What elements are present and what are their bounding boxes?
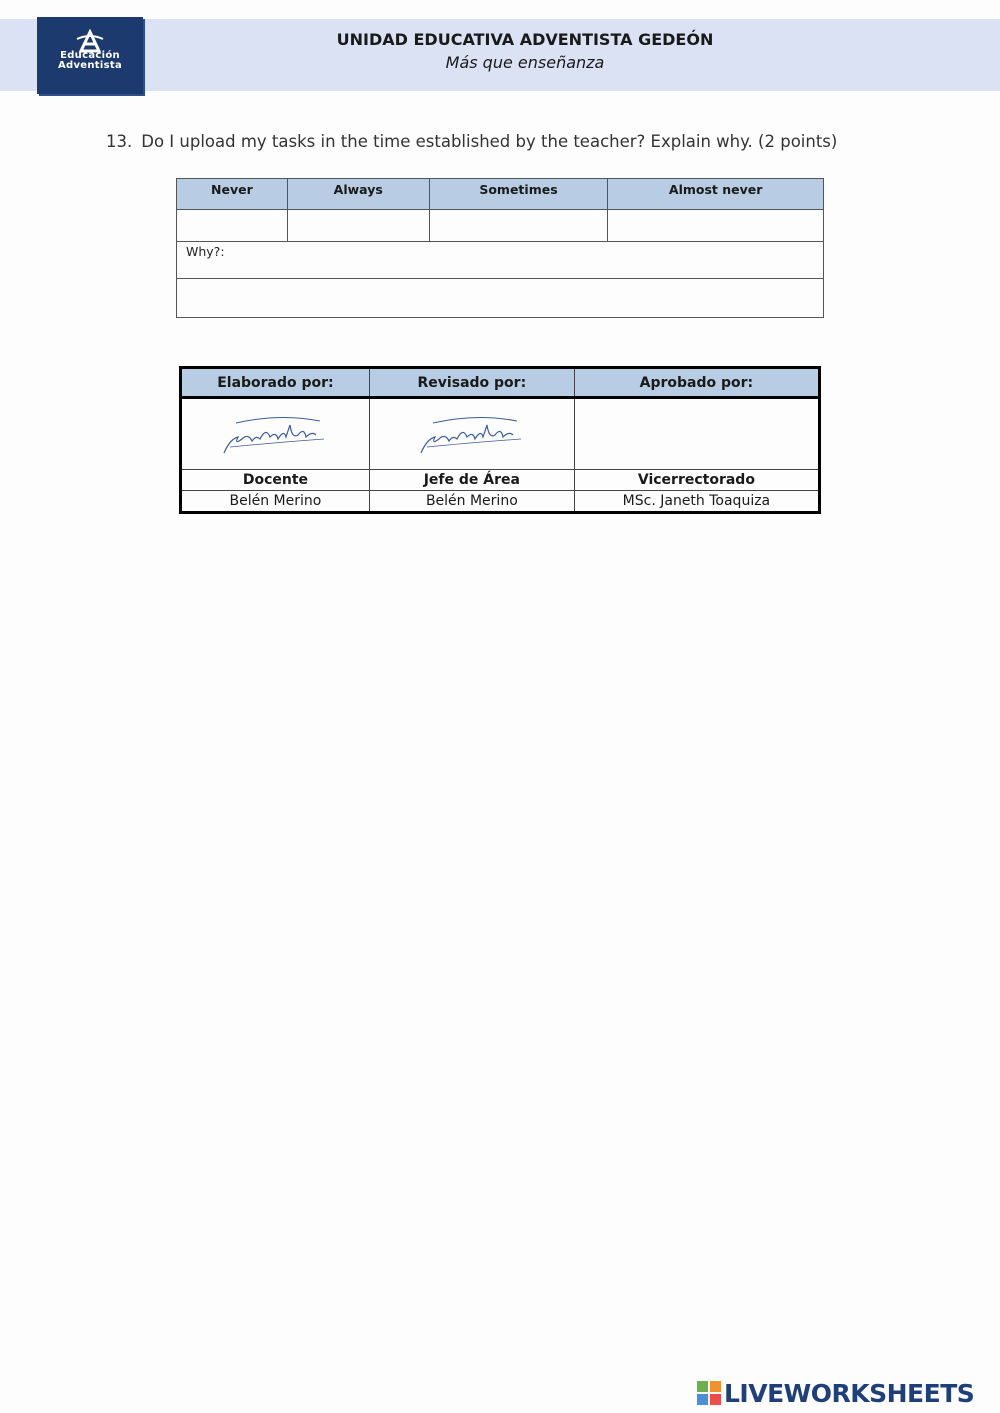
signature-cell-elaborado <box>181 398 370 470</box>
school-slogan: Más que enseñanza <box>445 53 605 72</box>
answer-table <box>176 178 824 318</box>
approval-table <box>179 366 821 514</box>
answer-cell-always[interactable] <box>287 210 429 242</box>
why-label: Why?: <box>177 242 824 279</box>
option-always-header: Always <box>287 179 429 210</box>
school-name: UNIDAD EDUCATIVA ADVENTISTA GEDEÓN <box>336 30 714 49</box>
revisado-header: Revisado por: <box>369 368 574 398</box>
signature-cell-aprobado <box>574 398 819 470</box>
option-almost-never-header: Almost never <box>608 179 824 210</box>
signature-cell-revisado <box>369 398 574 470</box>
liveworksheets-brand[interactable] <box>697 1376 974 1410</box>
school-logo <box>37 17 143 94</box>
liveworksheets-logo-icon <box>697 1381 721 1405</box>
signature-image <box>417 409 527 459</box>
aprobado-header: Aprobado por: <box>574 368 819 398</box>
name-aprobado: MSc. Janeth Toaquiza <box>574 491 819 513</box>
name-elaborado: Belén Merino <box>181 491 370 513</box>
why-answer-field[interactable] <box>177 279 824 318</box>
logo-text-line2: Adventista <box>57 60 122 71</box>
logo-text-line1: Educación <box>60 50 120 61</box>
role-docente: Docente <box>181 470 370 491</box>
question-number: 13. <box>106 132 133 151</box>
signature-image <box>220 409 330 459</box>
option-sometimes-header: Sometimes <box>429 179 608 210</box>
role-jefe-area: Jefe de Área <box>369 470 574 491</box>
brand-text: LIVEWORKSHEETS <box>724 1378 975 1408</box>
answer-cell-sometimes[interactable] <box>429 210 608 242</box>
option-never-header: Never <box>177 179 288 210</box>
question-13 <box>106 132 906 151</box>
elaborado-header: Elaborado por: <box>181 368 370 398</box>
answer-cell-never[interactable] <box>177 210 288 242</box>
role-vicerrectorado: Vicerrectorado <box>574 470 819 491</box>
name-revisado: Belén Merino <box>369 491 574 513</box>
answer-cell-almost-never[interactable] <box>608 210 824 242</box>
question-text: Do I upload my tasks in the time established by the teacher? Explain why. (2 points) <box>141 132 838 151</box>
